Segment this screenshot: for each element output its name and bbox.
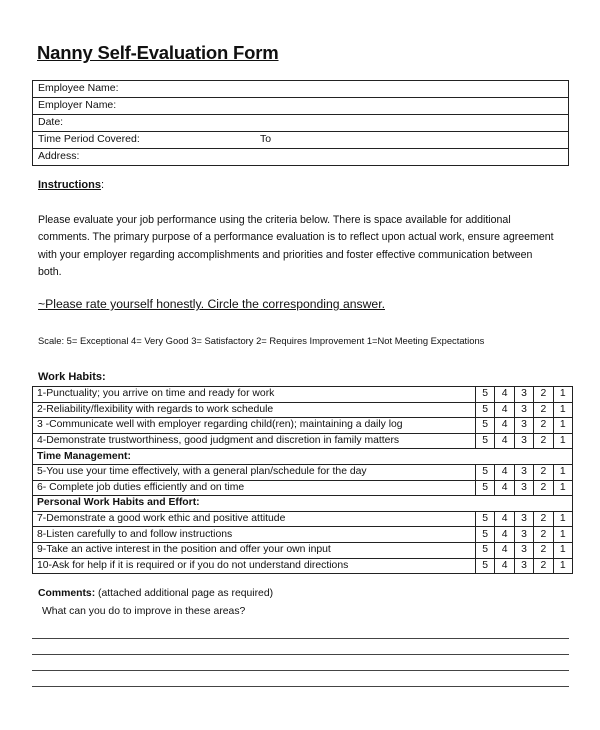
rating-option-3[interactable]: 3 (514, 433, 533, 449)
criteria-label: 9-Take an active interest in the position and offer your own input (33, 542, 476, 558)
rating-option-3[interactable]: 3 (514, 387, 533, 403)
rating-option-5[interactable]: 5 (476, 433, 495, 449)
rating-option-5[interactable]: 5 (476, 387, 495, 403)
criteria-row (33, 558, 573, 574)
rating-option-5[interactable]: 5 (476, 418, 495, 434)
rating-option-4[interactable]: 4 (495, 464, 514, 480)
employer-name-field[interactable] (33, 98, 568, 115)
rating-option-1[interactable]: 1 (553, 387, 572, 403)
rating-option-4[interactable]: 4 (495, 542, 514, 558)
rating-option-4[interactable]: 4 (495, 418, 514, 434)
rating-option-5[interactable]: 5 (476, 511, 495, 527)
rating-option-5[interactable]: 5 (476, 542, 495, 558)
time-period-label: Time Period Covered: (38, 133, 140, 145)
rating-option-1[interactable]: 1 (553, 511, 572, 527)
instructions-label: Instructions (38, 179, 101, 191)
rating-option-2[interactable]: 2 (534, 418, 553, 434)
rating-option-3[interactable]: 3 (514, 418, 533, 434)
criteria-row (33, 527, 573, 543)
rating-option-2[interactable]: 2 (534, 480, 553, 496)
comment-line[interactable] (32, 654, 569, 655)
criteria-label: 4-Demonstrate trustworthiness, good judgment and discretion in family matters (33, 433, 476, 449)
rating-option-2[interactable]: 2 (534, 511, 553, 527)
rating-scale: Scale: 5= Exceptional 4= Very Good 3= Satisfactory 2= Requires Improvement 1=Not Meeting Expectations (38, 335, 485, 346)
rating-option-4[interactable]: 4 (495, 433, 514, 449)
rating-option-5[interactable]: 5 (476, 527, 495, 543)
rating-option-3[interactable]: 3 (514, 480, 533, 496)
rating-option-2[interactable]: 2 (534, 542, 553, 558)
rating-option-5[interactable]: 5 (476, 464, 495, 480)
rating-option-4[interactable]: 4 (495, 511, 514, 527)
time-management-heading-label: Time Management: (33, 449, 573, 465)
criteria-row (33, 464, 573, 480)
criteria-row (33, 402, 573, 418)
employer-name-label: Employer Name: (38, 99, 117, 111)
criteria-label: 6- Complete job duties efficiently and on time (33, 480, 476, 496)
rating-option-5[interactable]: 5 (476, 480, 495, 496)
criteria-label: 3 -Communicate well with employer regarding child(ren); maintaining a daily log (33, 418, 476, 434)
rating-option-4[interactable]: 4 (495, 480, 514, 496)
rating-option-1[interactable]: 1 (553, 558, 572, 574)
rating-option-2[interactable]: 2 (534, 527, 553, 543)
time-management-heading (33, 449, 573, 465)
comment-line[interactable] (32, 670, 569, 671)
rating-option-5[interactable]: 5 (476, 402, 495, 418)
rating-option-3[interactable]: 3 (514, 558, 533, 574)
rating-option-1[interactable]: 1 (553, 527, 572, 543)
improve-question: What can you do to improve in these areas? (42, 606, 246, 617)
rating-option-4[interactable]: 4 (495, 527, 514, 543)
criteria-label: 1-Punctuality; you arrive on time and ready for work (33, 387, 476, 403)
criteria-label: 7-Demonstrate a good work ethic and positive attitude (33, 511, 476, 527)
time-period-to-label: To (260, 133, 272, 145)
comments-note: (attached additional page as required) (95, 588, 274, 599)
employee-info-box (32, 80, 569, 166)
rating-option-5[interactable]: 5 (476, 558, 495, 574)
rating-option-3[interactable]: 3 (514, 527, 533, 543)
rating-option-3[interactable]: 3 (514, 464, 533, 480)
rating-option-1[interactable]: 1 (553, 418, 572, 434)
rating-option-1[interactable]: 1 (553, 480, 572, 496)
rating-option-1[interactable]: 1 (553, 464, 572, 480)
instructions-heading (38, 179, 104, 191)
comments-label: Comments: (38, 588, 96, 599)
instructions-colon: : (100, 179, 105, 191)
criteria-label: 5-You use your time effectively, with a general plan/schedule for the day (33, 464, 476, 480)
criteria-label: 10-Ask for help if it is required or if you do not understand directions (33, 558, 476, 574)
form-title: Nanny Self-Evaluation Form (37, 42, 279, 63)
address-label: Address: (38, 150, 80, 162)
criteria-table (32, 386, 573, 574)
rating-option-1[interactable]: 1 (553, 433, 572, 449)
employee-name-label: Employee Name: (38, 82, 119, 94)
criteria-label: 8-Listen carefully to and follow instructions (33, 527, 476, 543)
rating-option-3[interactable]: 3 (514, 542, 533, 558)
criteria-row (33, 480, 573, 496)
rating-option-4[interactable]: 4 (495, 558, 514, 574)
rating-option-4[interactable]: 4 (495, 402, 514, 418)
criteria-row (33, 511, 573, 527)
rating-option-1[interactable]: 1 (553, 542, 572, 558)
rate-note: ~Please rate yourself honestly. Circle the corresponding answer. (38, 297, 385, 311)
date-label: Date: (38, 116, 64, 128)
personal-work-habits-heading-label: Personal Work Habits and Effort: (33, 496, 573, 512)
comment-line[interactable] (32, 686, 569, 687)
criteria-row (33, 542, 573, 558)
rating-option-4[interactable]: 4 (495, 387, 514, 403)
date-field[interactable] (33, 115, 568, 132)
work-habits-heading: Work Habits: (38, 371, 106, 383)
criteria-body (33, 387, 573, 574)
criteria-row (33, 387, 573, 403)
rating-option-2[interactable]: 2 (534, 464, 553, 480)
criteria-label: 2-Reliability/flexibility with regards to work schedule (33, 402, 476, 418)
criteria-row (33, 433, 573, 449)
comment-line[interactable] (32, 638, 569, 639)
address-field[interactable] (33, 149, 568, 165)
employee-name-field[interactable] (33, 81, 568, 98)
rating-option-2[interactable]: 2 (534, 433, 553, 449)
instructions-text: Please evaluate your job performance using the criteria below. There is space available for additional comments. The primary purpose of a performance evaluation is to reflect upon actual work, ensure agreement with your employer regarding accomplishments and priorities and foster effective communication between both. (38, 214, 554, 278)
rating-option-1[interactable]: 1 (553, 402, 572, 418)
rating-option-3[interactable]: 3 (514, 511, 533, 527)
rating-option-2[interactable]: 2 (534, 558, 553, 574)
comments-heading (38, 588, 273, 599)
rating-option-2[interactable]: 2 (534, 402, 553, 418)
personal-work-habits-heading (33, 496, 573, 512)
rating-option-3[interactable]: 3 (514, 402, 533, 418)
rating-option-2[interactable]: 2 (534, 387, 553, 403)
criteria-row (33, 418, 573, 434)
time-period-field[interactable] (33, 132, 568, 149)
